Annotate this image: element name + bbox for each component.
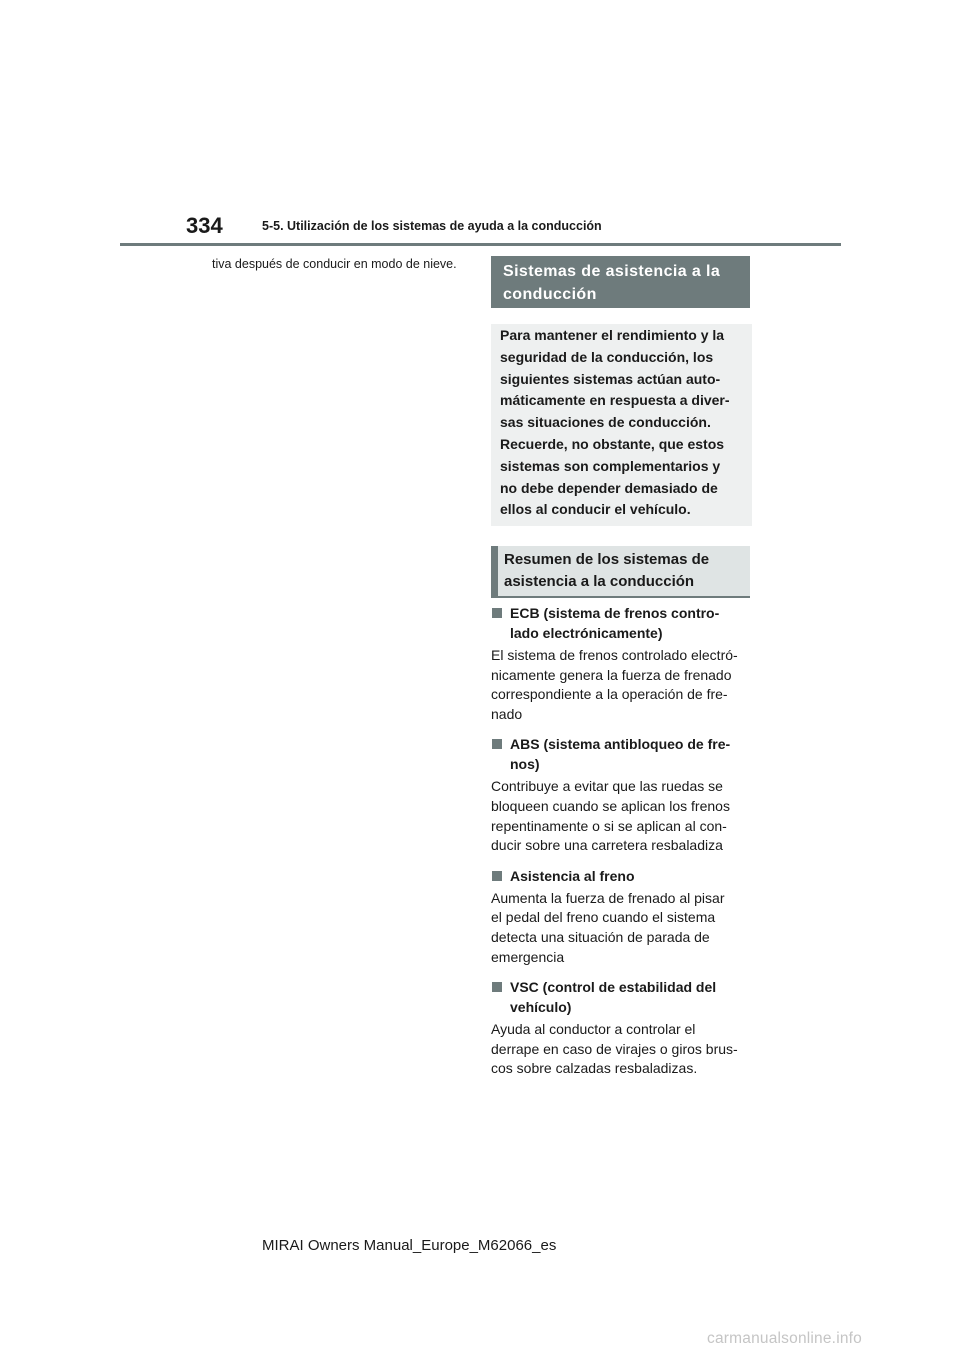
footer-manual-id: MIRAI Owners Manual_Europe_M62066_es xyxy=(262,1237,557,1254)
section-title: 5-5. Utilización de los sistemas de ayuda a la conducción xyxy=(262,219,602,233)
item-body xyxy=(491,777,753,855)
item-body-line: correspondiente a la operación de fre- xyxy=(491,686,728,703)
intro-line: ellos al conducir el vehículo. xyxy=(500,501,691,518)
list-item xyxy=(491,603,753,724)
list-item xyxy=(491,734,753,855)
item-title xyxy=(491,977,753,1017)
watermark: carmanualsonline.info xyxy=(707,1330,862,1347)
item-body-line: emergencia xyxy=(491,948,565,965)
intro-line: sistemas son complementarios y xyxy=(500,457,721,474)
item-body xyxy=(491,889,753,967)
item-body-line: bloqueen cuando se aplican los frenos xyxy=(491,797,730,814)
square-bullet-icon xyxy=(492,982,502,992)
item-title xyxy=(491,866,753,886)
item-title xyxy=(491,603,753,643)
intro-line: seguridad de la conducción, los xyxy=(500,348,714,365)
systems-list xyxy=(491,603,753,1089)
sub-heading-line: Resumen de los sistemas de xyxy=(504,551,710,568)
item-title xyxy=(491,734,753,774)
item-body xyxy=(491,646,753,724)
page-number: 334 xyxy=(186,213,223,238)
item-title-line: Asistencia al freno xyxy=(510,867,635,884)
list-item xyxy=(491,866,753,967)
sub-heading xyxy=(491,546,750,597)
item-body-line: detecta una situación de parada de xyxy=(491,928,710,945)
intro-line: máticamente en respuesta a diver- xyxy=(500,392,730,409)
main-heading-line: Sistemas de asistencia a la xyxy=(503,263,721,280)
main-heading-line: conducción xyxy=(503,286,597,303)
item-body-line: Aumenta la fuerza de frenado al pisar xyxy=(491,889,725,906)
list-item xyxy=(491,977,753,1079)
square-bullet-icon xyxy=(492,608,502,618)
item-body-line: ducir sobre una carretera resbaladiza xyxy=(491,837,723,854)
square-bullet-icon xyxy=(492,871,502,881)
item-body-line: nado xyxy=(491,705,523,722)
item-body-line: cos sobre calzadas resbaladizas. xyxy=(491,1060,698,1077)
item-body-line: derrape en caso de virajes o giros brus- xyxy=(491,1040,738,1057)
item-body-line: nicamente genera la fuerza de frenado xyxy=(491,666,732,683)
item-title-line: ECB (sistema de frenos contro- xyxy=(510,605,720,621)
item-body-line: Ayuda al conductor a controlar el xyxy=(491,1021,696,1038)
left-column-fragment: tiva después de conducir en modo de nieve. xyxy=(212,257,457,271)
sub-heading-line: asistencia a la conducción xyxy=(504,572,695,590)
intro-line: no debe depender demasiado de xyxy=(500,479,718,496)
item-body-line: El sistema de frenos controlado electró- xyxy=(491,647,738,663)
sub-heading-underline xyxy=(491,596,750,598)
intro-line: siguientes sistemas actúan auto- xyxy=(500,370,721,387)
item-body-line: Contribuye a evitar que las ruedas se xyxy=(491,778,723,795)
item-title-line: ABS (sistema antibloqueo de fre- xyxy=(510,736,731,753)
intro-line: sas situaciones de conducción. xyxy=(500,414,711,431)
item-body xyxy=(491,1020,753,1079)
header-divider xyxy=(120,243,841,246)
intro-line: Recuerde, no obstante, que estos xyxy=(500,435,725,452)
main-heading xyxy=(491,256,750,308)
intro-line: Para mantener el rendimiento y la xyxy=(500,327,725,343)
item-body-line: repentinamente o si se aplican al con- xyxy=(491,817,727,834)
item-body-line: el pedal del freno cuando el sistema xyxy=(491,909,716,926)
item-title-line: nos) xyxy=(510,756,540,773)
item-title-line: vehículo) xyxy=(510,999,572,1016)
item-title-line: VSC (control de estabilidad del xyxy=(510,979,717,996)
intro-box xyxy=(491,324,752,526)
item-title-line: lado electrónicamente) xyxy=(510,625,663,641)
square-bullet-icon xyxy=(492,739,502,749)
